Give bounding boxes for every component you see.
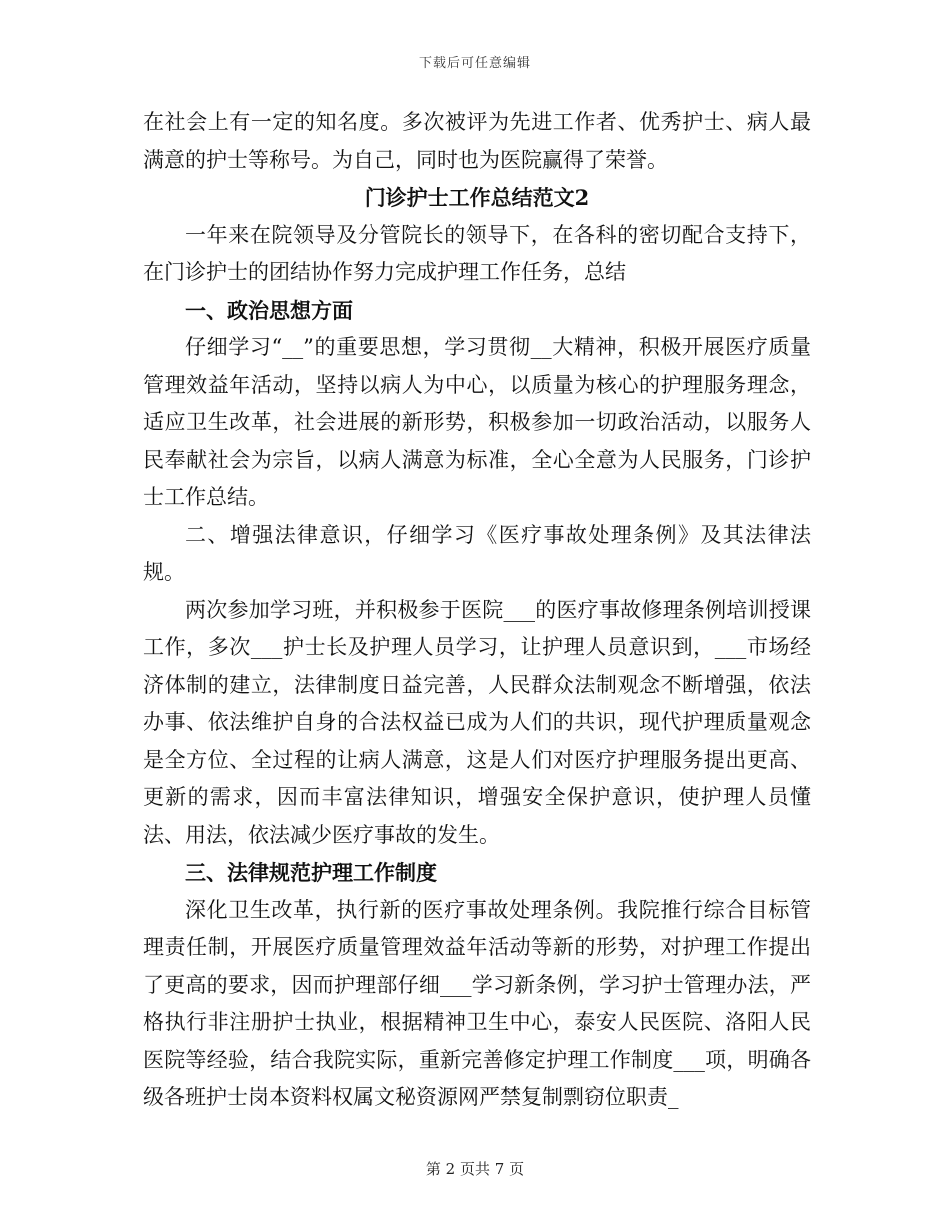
paragraph-law-awareness: 二、增强法律意识，仔细学习《医疗事故处理条例》及其法律法规。 (143, 522, 811, 584)
document-body (143, 104, 811, 1117)
page-header-note: 下载后可任意编辑 (418, 56, 531, 71)
heading-regulations: 三、法律规范护理工作制度 (185, 860, 437, 885)
paragraph-politics: 仔细学习“__”的重要思想，学习贯彻__大精神，积极开展医疗质量管理效益年活动，坚持以病人为中心，以质量为核心的护理服务理念，适应卫生改革，社会进展的新形势，积极参加一切政治活动，以服务人民奉献社会为宗旨，以病人满意为标准，全心全意为人民服务，门诊护士工作总结。 (143, 335, 811, 509)
paragraph-continued: 在社会上有一定的知名度。多次被评为先进工作者、优秀护士、病人最满意的护士等称号。为自己，同时也为医院赢得了荣誉。 (143, 110, 811, 172)
paragraph-intro: 一年来在院领导及分管院长的领导下，在各科的密切配合支持下，在门诊护士的团结协作努力完成护理工作任务，总结 (143, 222, 811, 284)
paragraph-regulations: 深化卫生改革，执行新的医疗事故处理条例。我院推行综合目标管理责任制，开展医疗质量管理效益年活动等新的形势，对护理工作提出了更高的要求，因而护理部仔细___学习新条例，学习护士管理办法，严格执行非注册护士执业，根据精神卫生中心，泰安人民医院、洛阳人民医院等经验，结合我院实际，重新完善修定护理工作制度___项，明确各级各班护士岗本资料权属文秘资源网严禁复制剽窃位职责_ (143, 897, 811, 1109)
paragraph-training: 两次参加学习班，并积极参于医院___的医疗事故修理条例培训授课工作，多次___护士长及护理人员学习，让护理人员意识到，___市场经济体制的建立，法律制度日益完善，人民群众法制观念不断增强，依法办事、依法维护自身的合法权益已成为人们的共识，现代护理质量观念是全方位、全过程的让病人满意，这是人们对医疗护理服务提出更高、更新的需求，因而丰富法律知识，增强安全保护意识，使护理人员懂法、用法，依法减少医疗事故的发生。 (143, 597, 811, 847)
page-number: 第 2 页共 7 页 (425, 1160, 525, 1178)
section-title: 门诊护士工作总结范文2 (364, 185, 590, 210)
heading-politics: 一、政治思想方面 (185, 297, 353, 323)
